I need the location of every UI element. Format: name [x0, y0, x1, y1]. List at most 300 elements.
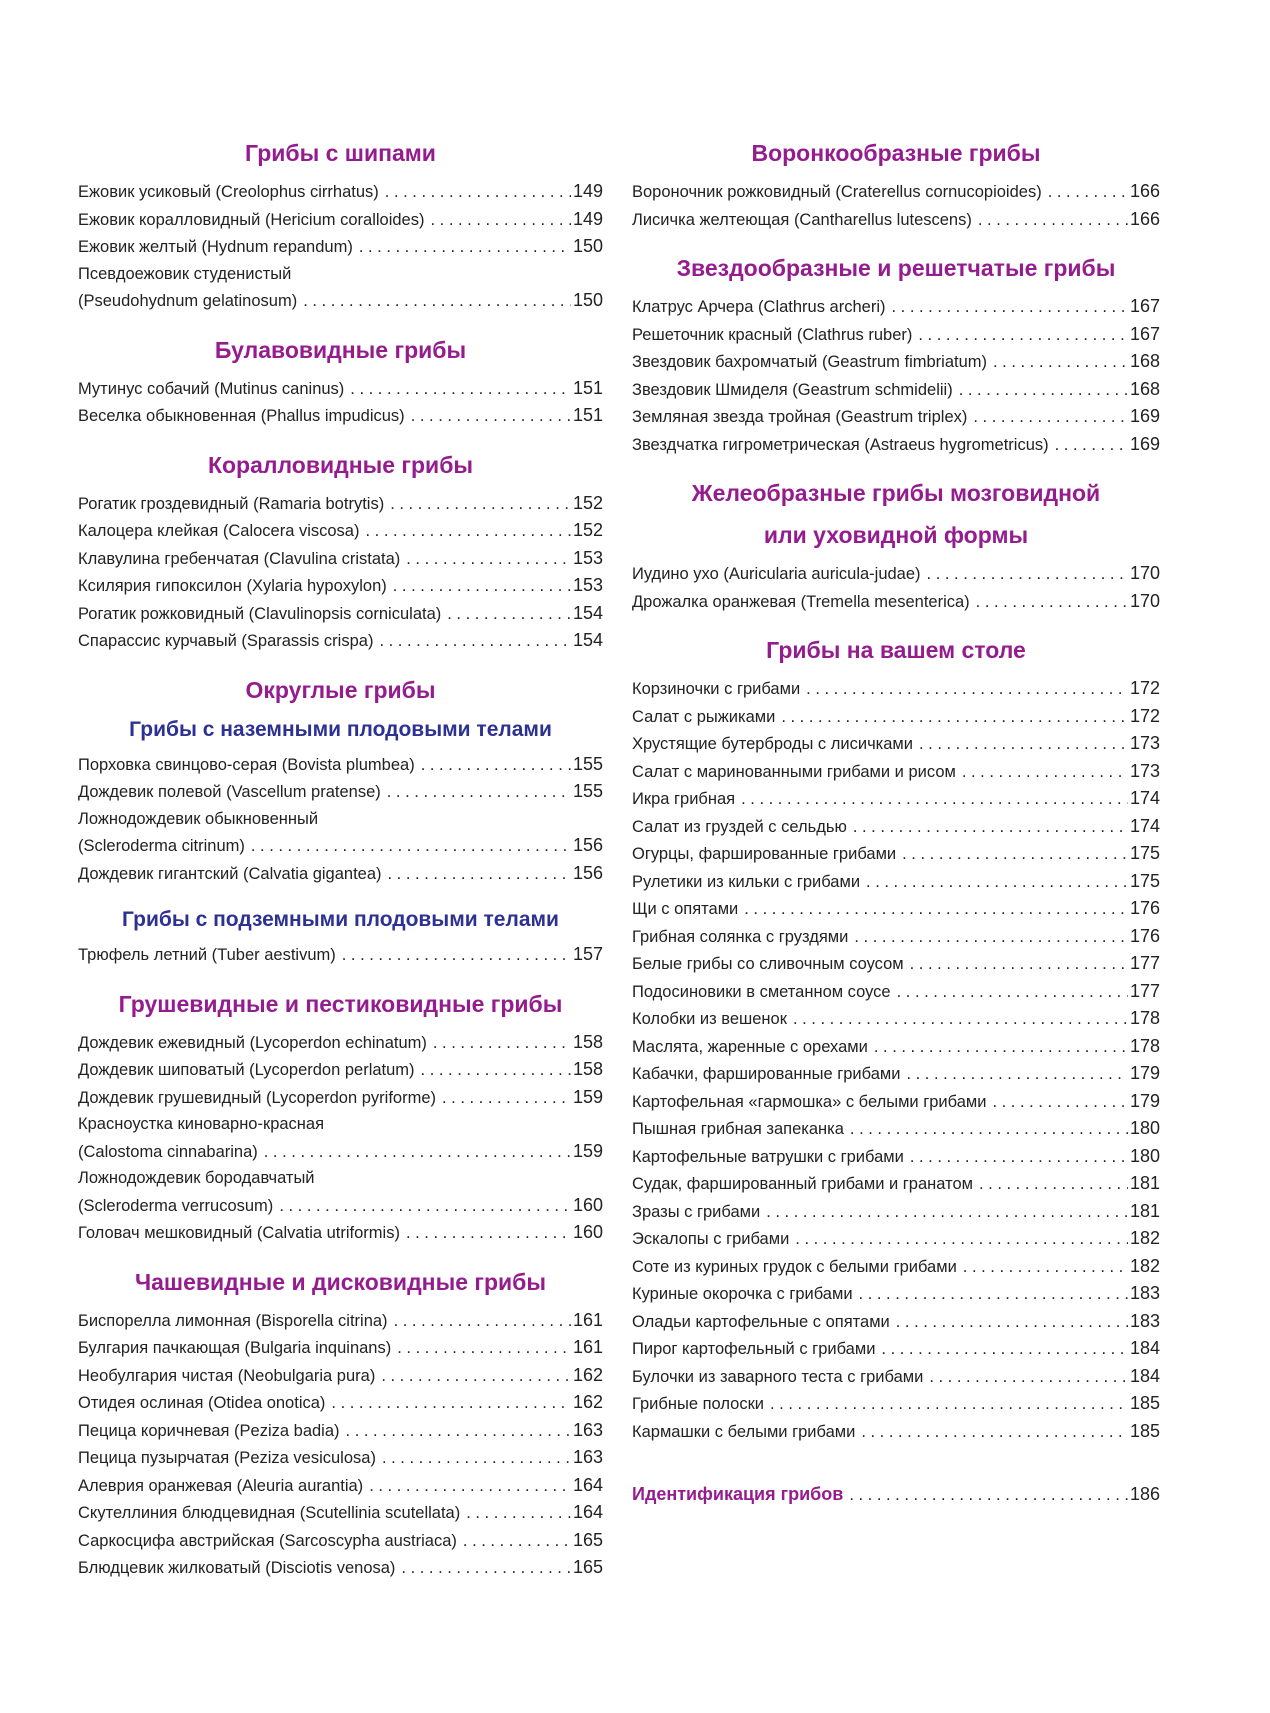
toc-entry — [78, 1444, 603, 1472]
entry-title: Пирог картофельный с грибами — [632, 1340, 876, 1358]
toc-entry — [632, 730, 1160, 758]
page-number: 162 — [572, 1364, 603, 1385]
toc-entry — [78, 1527, 603, 1555]
entry-title: Пецица пузырчатая (Peziza vesiculosa) — [78, 1449, 376, 1467]
page-number: 173 — [1129, 760, 1160, 781]
page-number: 179 — [1129, 1063, 1160, 1083]
entry-title: Головач мешковидный (Calvatia utriformis) — [78, 1224, 400, 1242]
entry-list — [78, 1307, 603, 1582]
toc-entry — [632, 703, 1160, 731]
entry-title: Решеточник красный (Clathrus ruber) — [632, 325, 913, 344]
dot-leader — [411, 403, 571, 430]
section-heading: Грибы с шипами — [245, 140, 436, 166]
section-heading: Булавовидные грибы — [214, 336, 467, 363]
page-number: 176 — [1129, 898, 1160, 918]
page-number: 164 — [572, 1502, 603, 1522]
page-number: 173 — [1129, 733, 1160, 753]
dot-leader — [406, 546, 571, 573]
toc-entry — [632, 1280, 1160, 1308]
toc-entry — [78, 1417, 603, 1445]
entry-title: Дождевик полевой (Vascellum pratense) — [78, 783, 381, 801]
toc-entry-line1: Красноустка киноварно-красная — [78, 1115, 325, 1133]
dot-leader — [806, 676, 1128, 703]
toc-section — [632, 136, 1160, 233]
toc-entry — [632, 376, 1160, 404]
entry-title: Дождевик ежевидный (Lycoperdon echinatum) — [78, 1033, 427, 1052]
entry-title: Звездчатка гигрометрическая (Astraeus hygrometricus) — [632, 435, 1049, 454]
section-heading: Воронкообразные грибы — [751, 140, 1041, 166]
entry-title: Салат с маринованными грибами и рисом — [632, 762, 956, 781]
entry-title: Кармашки с белыми грибами — [632, 1422, 856, 1441]
entry-title: Саркосцифа австрийская (Sarcoscypha austriaca) — [78, 1531, 457, 1550]
toc-entry — [632, 978, 1160, 1006]
dot-leader — [359, 234, 571, 261]
entry-title: Маслята, жаренные с орехами — [632, 1037, 868, 1056]
page-number: 150 — [572, 290, 603, 310]
page-number: 168 — [1129, 351, 1160, 371]
dot-leader — [978, 207, 1128, 234]
dot-leader — [303, 288, 571, 315]
toc-section — [78, 136, 603, 315]
toc-entry — [632, 1253, 1160, 1281]
dot-leader — [897, 979, 1128, 1006]
toc-entry — [78, 860, 603, 888]
page-number: 170 — [1129, 590, 1160, 611]
entry-title: Ксилярия гипоксилон (Xylaria hypoxylon) — [78, 577, 387, 595]
entry-title: Салат с рыжиками — [632, 707, 776, 726]
page-number: 154 — [572, 630, 603, 650]
dot-leader — [859, 1281, 1128, 1308]
toc-section — [78, 987, 603, 1247]
toc-entry — [632, 1335, 1160, 1363]
entry-title: Дождевик гигантский (Calvatia gigantea) — [78, 864, 382, 883]
dot-leader — [369, 1473, 571, 1500]
toc-section — [78, 673, 603, 888]
section-heading: Звездообразные и решетчатые грибы — [676, 255, 1116, 281]
dot-leader — [393, 573, 571, 600]
dot-leader — [770, 1391, 1128, 1418]
entry-title: Клатрус Арчера (Clathrus archeri) — [632, 298, 886, 316]
toc-entry — [78, 1219, 603, 1247]
page-number: 176 — [1129, 925, 1160, 946]
page-number: 177 — [1129, 953, 1160, 973]
dot-leader — [795, 1226, 1128, 1253]
entry-list — [78, 941, 603, 969]
page-number: 149 — [572, 208, 603, 229]
dot-leader — [849, 1482, 1128, 1509]
page-number: 156 — [572, 835, 603, 855]
entry-title: Скутеллиния блюдцевидная (Scutellinia scutellata) — [78, 1504, 461, 1522]
section-heading: Грушевидные и пестиковидные грибы — [118, 990, 563, 1017]
toc-entry — [78, 1499, 603, 1527]
page-number: 180 — [1129, 1145, 1160, 1166]
dot-leader — [251, 833, 571, 860]
entry-list — [78, 751, 603, 888]
dot-leader — [346, 1418, 571, 1445]
toc-entry — [78, 490, 603, 518]
toc-entry-line1: Ложнодождевик бородавчатый — [78, 1169, 315, 1187]
entry-title: Рогатик гроздевидный (Ramaria botrytis) — [78, 494, 385, 513]
entry-title: (Scleroderma citrinum) — [78, 837, 245, 855]
toc-entry — [78, 1084, 603, 1112]
entry-title: Дождевик шиповатый (Lycoperdon perlatum) — [78, 1061, 415, 1079]
section-subheading: Грибы с подземными плодовыми телами — [122, 908, 559, 931]
entry-title: (Pseudohydnum gelatinosum) — [78, 292, 298, 310]
section-heading: Коралловидные грибы — [207, 451, 474, 478]
entry-title: Судак, фаршированный грибами и гранатом — [632, 1175, 973, 1193]
toc-entry — [78, 1029, 603, 1057]
toc-entry — [632, 178, 1160, 206]
toc-entry — [78, 627, 603, 655]
page-number: 158 — [572, 1059, 603, 1079]
dot-leader — [959, 377, 1128, 404]
section-heading: Грибы на вашем столе — [766, 637, 1026, 663]
dot-leader — [421, 1057, 571, 1084]
entry-title: Булочки из заварного теста с грибами — [632, 1367, 924, 1386]
toc-entry — [632, 923, 1160, 951]
toc-entry — [78, 778, 603, 806]
entry-title: Соте из куриных грудок с белыми грибами — [632, 1257, 957, 1276]
toc-entry — [632, 1060, 1160, 1088]
page-number: 165 — [572, 1557, 603, 1577]
page-number: 169 — [1129, 433, 1160, 454]
entry-title: Подосиновики в сметанном соусе — [632, 982, 891, 1001]
dot-leader — [918, 322, 1128, 349]
toc-entry — [632, 1308, 1160, 1336]
page-number: 185 — [1129, 1420, 1160, 1441]
page-number: 153 — [572, 547, 603, 568]
page-number: 163 — [572, 1447, 603, 1467]
page-number: 165 — [572, 1529, 603, 1550]
toc-entry — [632, 293, 1160, 321]
dot-leader — [896, 1309, 1128, 1336]
dot-leader — [447, 601, 571, 628]
entry-title: Идентификация грибов — [632, 1484, 844, 1504]
dot-leader — [881, 1336, 1128, 1363]
toc-entry — [78, 600, 603, 628]
page-number: 152 — [572, 520, 603, 540]
toc-entry — [78, 233, 603, 261]
page-number: 167 — [1129, 323, 1160, 344]
toc-entry — [632, 1143, 1160, 1171]
dot-leader — [433, 1030, 571, 1057]
dot-leader — [929, 1364, 1128, 1391]
toc-section — [78, 1265, 603, 1582]
entry-title: Мутинус собачий (Mutinus caninus) — [78, 379, 345, 398]
dot-leader — [466, 1500, 571, 1527]
entry-title: Салат из груздей с сельдью — [632, 817, 847, 836]
dot-leader — [963, 1254, 1128, 1281]
dot-leader — [993, 349, 1128, 376]
toc-entry — [78, 1554, 603, 1582]
toc-entry — [78, 941, 603, 969]
entry-title: Дрожалка оранжевая (Tremella mesenterica) — [632, 592, 970, 611]
page-number: 177 — [1129, 980, 1160, 1001]
page-number: 152 — [572, 492, 603, 513]
toc-entry — [632, 588, 1160, 616]
entry-title: Щи с опятами — [632, 900, 739, 918]
entry-title: Белые грибы со сливочным соусом — [632, 955, 904, 973]
entry-title: Хрустящие бутерброды с лисичками — [632, 735, 913, 753]
page-number: 151 — [572, 405, 603, 425]
section-heading: Округлые грибы — [245, 676, 436, 703]
toc-entry — [78, 1389, 603, 1417]
page-number: 155 — [572, 781, 603, 801]
entry-list — [632, 675, 1160, 1445]
dot-leader — [976, 589, 1128, 616]
entry-title: Биспорелла лимонная (Bisporella citrina) — [78, 1311, 388, 1330]
toc-entry — [78, 178, 603, 206]
toc-entry — [632, 785, 1160, 813]
toc-entry — [78, 402, 603, 430]
entry-title: Спарассис курчавый (Sparassis crispa) — [78, 632, 374, 650]
entry-title: Грибные полоски — [632, 1395, 765, 1413]
toc-entry — [632, 560, 1160, 588]
toc-entry — [632, 813, 1160, 841]
entry-title: (Scleroderma verrucosum) — [78, 1196, 274, 1215]
dot-leader — [463, 1528, 571, 1555]
entry-title: Рогатик рожковидный (Clavulinopsis corniculata) — [78, 604, 442, 623]
page-number: 183 — [1129, 1283, 1160, 1303]
toc-left-column — [78, 136, 603, 1600]
entry-title: Рулетики из кильки с грибами — [632, 872, 861, 891]
dot-leader — [850, 1116, 1128, 1143]
entry-list — [78, 178, 603, 315]
page-number: 164 — [572, 1474, 603, 1495]
dot-leader — [342, 942, 571, 969]
toc-entry — [632, 950, 1160, 978]
toc-section — [78, 333, 603, 430]
entry-title: Клавулина гребенчатая (Clavulina cristata) — [78, 549, 401, 568]
entry-title: Земляная звезда тройная (Geastrum triplex) — [632, 408, 968, 426]
page-number: 159 — [572, 1140, 603, 1161]
toc-entry — [632, 1115, 1160, 1143]
page-number: 157 — [572, 944, 603, 964]
toc-entry — [632, 1198, 1160, 1226]
page-number: 159 — [572, 1086, 603, 1107]
entry-list — [632, 293, 1160, 458]
entry-title: Веселка обыкновенная (Phallus impudicus) — [78, 407, 405, 425]
page-number: 151 — [572, 377, 603, 398]
toc-entry — [78, 517, 603, 545]
toc-right-column — [632, 136, 1160, 1509]
entry-title: Колобки из вешенок — [632, 1010, 787, 1028]
dot-leader — [382, 1445, 571, 1472]
dot-leader — [365, 518, 570, 545]
entry-title: Иудино ухо (Auricularia auricula-judae) — [632, 565, 921, 583]
dot-leader — [979, 1171, 1128, 1198]
entry-title: Трюфель летний (Tuber aestivum) — [78, 946, 336, 964]
dot-leader — [766, 1199, 1128, 1226]
page-number: 185 — [1129, 1393, 1160, 1413]
toc-entry — [78, 1362, 603, 1390]
entry-title: Картофельная «гармошка» с белыми грибами — [632, 1092, 987, 1111]
toc-entry — [632, 758, 1160, 786]
toc-entry — [632, 1363, 1160, 1391]
page-number: 178 — [1129, 1008, 1160, 1028]
page-number: 163 — [572, 1419, 603, 1440]
dot-leader — [910, 951, 1128, 978]
page-number: 174 — [1129, 815, 1160, 836]
toc-entry — [78, 1472, 603, 1500]
entry-title: Пышная грибная запеканка — [632, 1120, 844, 1138]
dot-leader — [853, 814, 1128, 841]
page-number: 168 — [1129, 378, 1160, 399]
final-entry — [632, 1481, 1160, 1509]
page-number: 184 — [1129, 1338, 1160, 1358]
page-number: 169 — [1129, 406, 1160, 426]
page-number: 161 — [572, 1337, 603, 1357]
entry-list — [632, 178, 1160, 233]
entry-list — [78, 375, 603, 430]
page-number: 162 — [572, 1392, 603, 1412]
entry-title: Пецица коричневая (Peziza badia) — [78, 1421, 340, 1440]
dot-leader — [385, 179, 571, 206]
entry-title: Звездовик бахромчатый (Geastrum fimbriatum) — [632, 353, 987, 371]
dot-leader — [744, 896, 1128, 923]
toc-entry — [632, 348, 1160, 376]
toc-entry — [78, 1192, 603, 1220]
page-number: 172 — [1129, 705, 1160, 726]
page-number: 155 — [572, 753, 603, 774]
dot-leader — [927, 561, 1128, 588]
dot-leader — [387, 779, 571, 806]
page-number: 179 — [1129, 1090, 1160, 1111]
page-number: 160 — [572, 1194, 603, 1215]
toc-section — [78, 905, 603, 969]
entry-title: (Calostoma cinnabarina) — [78, 1142, 258, 1161]
entry-title: Булгария пачкающая (Bulgaria inquinans) — [78, 1339, 392, 1357]
entry-title: Куриные окорочка с грибами — [632, 1285, 853, 1303]
entry-title: Ежовик коралловидный (Hericium coralloides) — [78, 210, 425, 229]
dot-leader — [866, 869, 1128, 896]
toc-section — [632, 633, 1160, 1445]
toc-entry — [632, 321, 1160, 349]
section-subheading: Грибы с наземными плодовыми телами — [129, 717, 552, 741]
toc-entry — [632, 431, 1160, 459]
dot-leader — [910, 1144, 1128, 1171]
page-number: 178 — [1129, 1035, 1160, 1056]
toc-entry — [78, 287, 603, 315]
entry-list — [78, 1029, 603, 1247]
entry-title: Алеврия оранжевая (Aleuria aurantia) — [78, 1476, 364, 1495]
dot-leader — [902, 841, 1128, 868]
dot-leader — [401, 1555, 571, 1582]
page-number: 174 — [1129, 788, 1160, 808]
dot-leader — [741, 786, 1128, 813]
dot-leader — [430, 207, 570, 234]
entry-title: Вороночник рожковидный (Craterellus cornucopioides) — [632, 183, 1042, 201]
toc-entry — [632, 206, 1160, 234]
entry-title: Ежовик желтый (Hydnum repandum) — [78, 238, 353, 256]
dot-leader — [891, 294, 1127, 321]
toc-entry — [632, 1170, 1160, 1198]
toc-entry — [78, 1307, 603, 1335]
page-number: 181 — [1129, 1200, 1160, 1221]
toc-entry — [632, 1033, 1160, 1061]
entry-title: Дождевик грушевидный (Lycoperdon pyriforme) — [78, 1088, 436, 1107]
toc-entry — [632, 1390, 1160, 1418]
dot-leader — [919, 731, 1128, 758]
page-number: 154 — [572, 602, 603, 623]
dot-leader — [390, 491, 571, 518]
toc-entry — [632, 1418, 1160, 1446]
dot-leader — [394, 1308, 571, 1335]
section-heading: Чашевидные и дисковидные грибы — [134, 1268, 547, 1295]
page-number: 172 — [1129, 678, 1160, 698]
page-number: 180 — [1129, 1118, 1160, 1138]
entry-title: Грибная солянка с груздями — [632, 927, 849, 946]
toc-entry — [632, 1225, 1160, 1253]
dot-leader — [406, 1220, 571, 1247]
page-number: 175 — [1129, 843, 1160, 863]
toc-entry — [78, 832, 603, 860]
entry-title: Эскалопы с грибами — [632, 1230, 790, 1248]
page-number: 183 — [1129, 1310, 1160, 1331]
toc-entry-line1: Псевдоежовик студенистый — [78, 264, 292, 283]
dot-leader — [421, 752, 571, 779]
dot-leader — [331, 1390, 571, 1417]
dot-leader — [874, 1034, 1128, 1061]
page-number: 160 — [572, 1222, 603, 1242]
entry-list — [78, 490, 603, 655]
toc-entry — [78, 751, 603, 779]
dot-leader — [861, 1419, 1128, 1446]
dot-leader — [350, 376, 571, 403]
toc-entry — [78, 1138, 603, 1166]
toc-entry — [632, 403, 1160, 431]
page-number: 156 — [572, 862, 603, 883]
entry-title: Ежовик усиковый (Creolophus cirrhatus) — [78, 183, 379, 201]
toc-entry — [632, 895, 1160, 923]
page-number: 166 — [1129, 208, 1160, 229]
toc-entry — [78, 572, 603, 600]
dot-leader — [906, 1061, 1128, 1088]
dot-leader — [264, 1139, 571, 1166]
page-number: 186 — [1129, 1484, 1160, 1504]
entry-title: Блюдцевик жилковатый (Disciotis venosa) — [78, 1559, 396, 1577]
dot-leader — [442, 1085, 571, 1112]
section-heading: Желеобразные грибы мозговидной — [691, 480, 1101, 506]
toc-entry — [78, 1056, 603, 1084]
dot-leader — [279, 1193, 571, 1220]
dot-leader — [854, 924, 1128, 951]
toc-section — [632, 251, 1160, 458]
entry-title: Корзиночки с грибами — [632, 680, 801, 698]
toc-section — [78, 448, 603, 655]
entry-title: Огурцы, фаршированные грибами — [632, 845, 897, 863]
toc-entry-line1: Ложнодождевик обыкновенный — [78, 809, 319, 828]
entry-title: Лисичка желтеющая (Cantharellus lutescens) — [632, 210, 972, 229]
toc-entry — [78, 545, 603, 573]
dot-leader — [381, 1363, 571, 1390]
toc-entry — [78, 375, 603, 403]
toc-entry — [632, 1088, 1160, 1116]
entry-title: Звездовик Шмиделя (Geastrum schmidelii) — [632, 380, 953, 399]
dot-leader — [1055, 432, 1128, 459]
toc-entry — [632, 1005, 1160, 1033]
dot-leader — [793, 1006, 1128, 1033]
dot-leader — [781, 704, 1128, 731]
toc-entry — [632, 868, 1160, 896]
dot-leader — [379, 628, 571, 655]
entry-title: Калоцера клейкая (Calocera viscosa) — [78, 522, 360, 540]
page-number: 184 — [1129, 1365, 1160, 1386]
entry-list — [632, 560, 1160, 615]
dot-leader — [992, 1089, 1128, 1116]
entry-title: Отидея ослиная (Otidea onotica) — [78, 1394, 326, 1412]
page-number: 158 — [572, 1031, 603, 1052]
